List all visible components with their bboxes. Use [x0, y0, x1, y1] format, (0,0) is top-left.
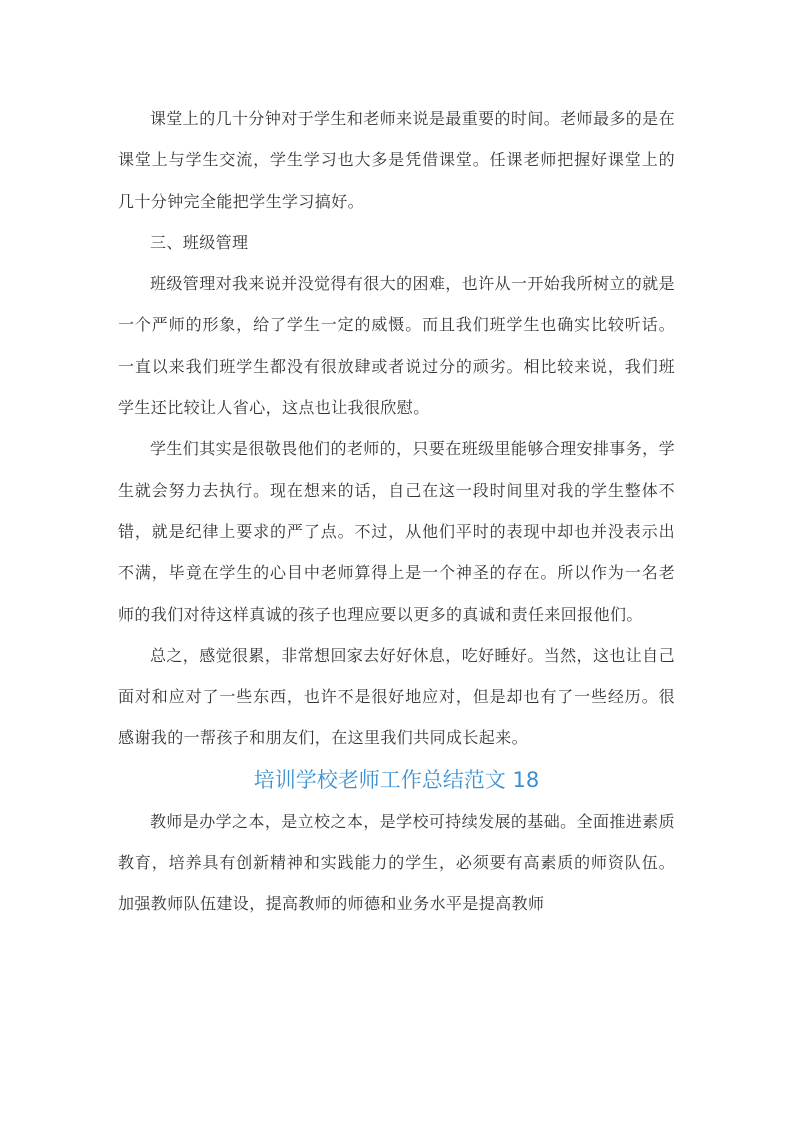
document-page: [118, 98, 675, 925]
paragraph-teacher-foundation: 教师是办学之本，是立校之本，是学校可持续发展的基础。全面推进素质教育，培养具有创新精神和实践能力的学生，必须要有高素质的师资队伍。加强教师队伍建设，提高教师的师德和业务水平是提高教师: [118, 811, 675, 914]
section-title: 培训学校老师工作总结范文 18: [253, 767, 540, 792]
paragraph-students-respect: 学生们其实是很敬畏他们的老师的，只要在班级里能够合理安排事务，学生就会努力去执行。现在想来的话，自己在这一段时间里对我的学生整体不错，就是纪律上要求的严了点。不过，从他们平时的表现中却也并没表示出不满，毕竟在学生的心目中老师算得上是一个神圣的存在。所以作为一名老师的我们对待这样真诚的孩子也理应要以更多的真诚和责任来回报他们。: [118, 439, 675, 624]
paragraph-conclusion: 总之，感觉很累，非常想回家去好好休息，吃好睡好。当然，这也让自己面对和应对了一些东西，也许不是很好地应对，但是却也有了一些经历。很感谢我的一帮孩子和朋友们，在这里我们共同成长起来。: [118, 645, 675, 748]
paragraph-classroom-time: 课堂上的几十分钟对于学生和老师来说是最重要的时间。老师最多的是在课堂上与学生交流，学生学习也大多是凭借课堂。任课老师把握好课堂上的几十分钟完全能把学生学习搞好。: [118, 109, 675, 211]
paragraph-class-management: 班级管理对我来说并没觉得有很大的困难，也许从一开始我所树立的就是一个严师的形象，给了学生一定的威慑。而且我们班学生也确实比较听话。一直以来我们班学生都没有很放肆或者说过分的顽劣。相比较来说，我们班学生还比较让人省心，这点也让我很欣慰。: [118, 274, 675, 418]
heading-class-management: 三、班级管理: [150, 232, 249, 252]
